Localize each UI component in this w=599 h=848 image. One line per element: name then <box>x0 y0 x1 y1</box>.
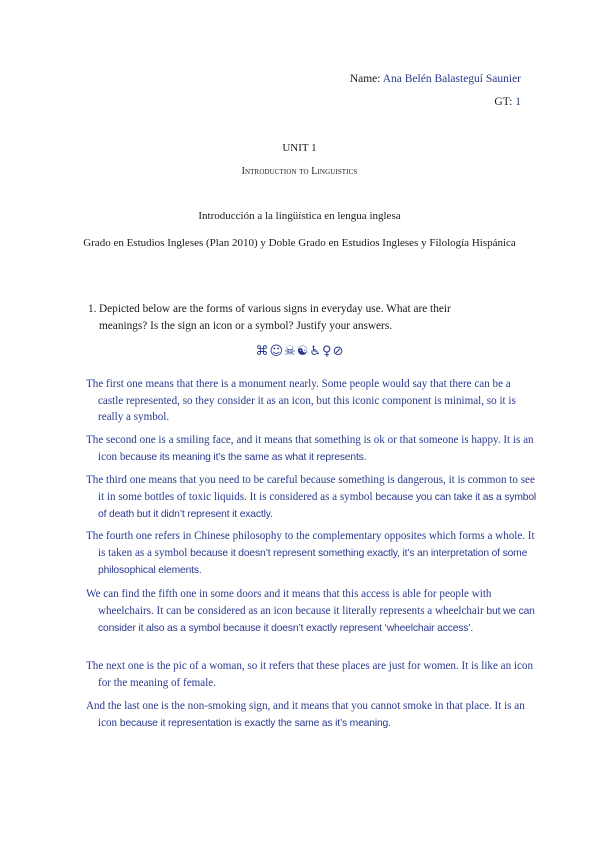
answer-text-secondary: but we can consider it also as a symbol because it doesn’t exactly represent ‘wheelchair access’. <box>98 605 535 634</box>
answer-text-secondary: ause its meaning it’s the same as what it represents. <box>135 451 367 463</box>
answer-text-secondary: because it doesn’t represent something exactly, it’s an interpretation of some philosophical elements. <box>98 547 528 576</box>
gt-label: GT: <box>494 96 513 108</box>
answer-text: The fourth one refers in Chinese philosophy to the complementary opposites which forms a whole. It is taken as a symbol <box>86 530 535 559</box>
answer-text: The second one is a smiling face, and it means that something is ok or that someone is happy. It is an icon bec <box>86 434 534 463</box>
gt-value: 1 <box>515 96 521 108</box>
question-number: 1. <box>88 303 97 315</box>
answer-paragraph <box>86 658 538 691</box>
answer-paragraph <box>86 528 538 580</box>
degree-name: Grado en Estudios Ingleses (Plan 2010) y Doble Grado en Estudios Ingleses y Filología Hispánica <box>83 237 516 249</box>
name-label: Name: <box>349 73 381 85</box>
unit-subtitle: Introduction to Linguistics <box>241 166 358 177</box>
gt-line <box>494 96 521 108</box>
answer-paragraph <box>86 376 538 426</box>
sign-symbols: ⌘☺☠☯♿♀⊘ <box>255 344 345 359</box>
name-line <box>350 73 521 85</box>
question-1 <box>88 301 478 335</box>
answer-text: The third one means that you need to be careful because something is dangerous, it is common to see it in some bottles of toxic liquids. It is considered as a symbol <box>86 474 535 503</box>
unit-title: UNIT 1 <box>282 142 317 154</box>
student-name: Ana Belén Balasteguí Saunier <box>382 73 521 85</box>
answer-paragraph <box>86 472 538 524</box>
answer-paragraph <box>86 698 538 732</box>
answer-paragraph <box>86 432 538 466</box>
answer-text: And the last one is the non-smoking sign, and it means that you cannot smoke in that place. It is an icon <box>86 700 525 729</box>
answer-text: The first one means that there is a monument nearly. Some people would say that there can be a castle represented, so they consider it as an icon, but this iconic component is minimal, so it is really a symbol. <box>86 378 516 423</box>
answer-text-secondary: because you can take it as a symbol of death but it didn’t represent it exactly. <box>98 491 537 520</box>
answer-paragraph <box>86 586 538 638</box>
answer-text: The next one is the pic of a woman, so it refers that these places are just for women. It is like an icon for the meaning of female. <box>86 660 534 689</box>
answer-text: We can find the fifth one in some doors and it means that this access is able for people with wheelchairs. It can be considered as an icon because it literally represents a wheelchair <box>86 588 492 617</box>
question-text: Depicted below are the forms of various signs in everyday use. What are their meanings? Is the sign an icon or a symbol? Justify your answers. <box>99 303 451 332</box>
course-name: Introducción a la lingüística en lengua inglesa <box>198 210 401 222</box>
answer-text-secondary: because it representation is exactly the same as it’s meaning. <box>119 717 391 729</box>
